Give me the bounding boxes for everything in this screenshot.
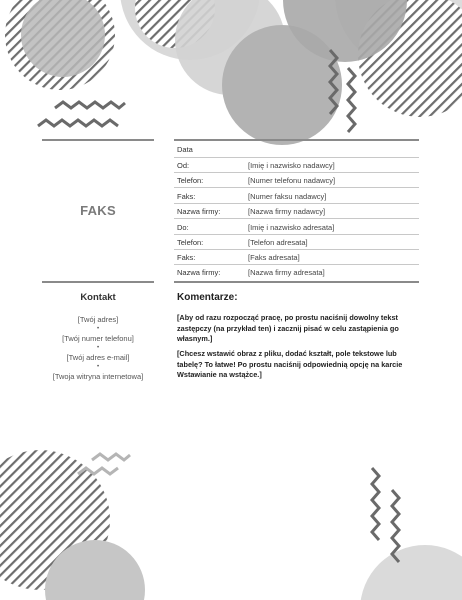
field-label-company-recipient: Nazwa firmy: [177, 268, 221, 277]
zigzag-bottom-right-1 [372, 468, 379, 540]
field-value-company-sender[interactable]: [Nazwa firmy nadawcy] [248, 207, 326, 216]
field-value-to[interactable]: [Imię i nazwisko adresata] [248, 223, 335, 232]
contact-phone[interactable]: [Twój numer telefonu] [62, 334, 134, 343]
field-value-company-recipient[interactable]: [Nazwa firmy adresata] [248, 268, 325, 277]
field-value-fax-recipient[interactable]: [Faks adresata] [248, 253, 300, 262]
field-separator [174, 157, 419, 158]
page-title: FAKS [80, 203, 116, 218]
date-label[interactable]: Data [177, 145, 193, 154]
left-top-rule [42, 139, 154, 141]
field-separator [174, 249, 419, 250]
contact-list [42, 315, 154, 382]
zigzag-bottom-left-1 [92, 454, 130, 460]
field-value-phone-sender[interactable]: [Numer telefonu nadawcy] [248, 176, 336, 185]
bullet-dot: • [96, 325, 100, 332]
field-separator [174, 187, 419, 188]
field-separator [174, 172, 419, 173]
field-value-phone-recipient[interactable]: [Telefon adresata] [248, 238, 308, 247]
comment-paragraph-1[interactable]: [Aby od razu rozpocząć pracę, po prostu naciśnij dowolny tekst zastępczy (na przykład ten) i zacznij pisać w celu zastąpienia go własnym.] [177, 313, 399, 343]
field-separator [174, 203, 419, 204]
field-label-fax-sender: Faks: [177, 192, 196, 201]
field-separator [174, 264, 419, 265]
zigzag-right-2 [348, 68, 355, 132]
field-label-company-sender: Nazwa firmy: [177, 207, 221, 216]
contact-website[interactable]: [Twoja witryna internetowa] [52, 372, 144, 381]
bottom-right-light-circle [360, 545, 462, 600]
contact-address[interactable]: [Twój adres] [77, 315, 119, 324]
bullet-dot: • [96, 363, 100, 370]
field-separator [174, 234, 419, 235]
field-label-fax-recipient: Faks: [177, 253, 196, 262]
zigzag-left-2 [38, 120, 118, 126]
field-label-phone-sender: Telefon: [177, 176, 204, 185]
comments-heading: Komentarze: [177, 292, 238, 303]
contact-email[interactable]: [Twój adres e-mail] [66, 353, 130, 362]
zigzag-left-1 [55, 102, 125, 108]
field-label-phone-recipient: Telefon: [177, 238, 204, 247]
field-value-fax-sender[interactable]: [Numer faksu nadawcy] [248, 192, 327, 201]
right-top-rule [174, 139, 419, 141]
contact-heading: Kontakt [80, 292, 116, 303]
field-label-from: Od: [177, 161, 190, 170]
left-mid-rule [42, 281, 154, 283]
comment-paragraph-2[interactable]: [Chcesz wstawić obraz z pliku, dodać kształt, pole tekstowe lub tabelę? To łatwe! Po prostu naciśnij odpowiednią opcję na karcie Wstawianie na wstążce.] [177, 349, 403, 379]
field-value-from[interactable]: [Imię i nazwisko nadawcy] [248, 161, 335, 170]
field-separator [174, 218, 419, 219]
bullet-dot: • [96, 344, 100, 351]
right-mid-rule [174, 281, 419, 283]
field-label-to: Do: [177, 223, 189, 232]
